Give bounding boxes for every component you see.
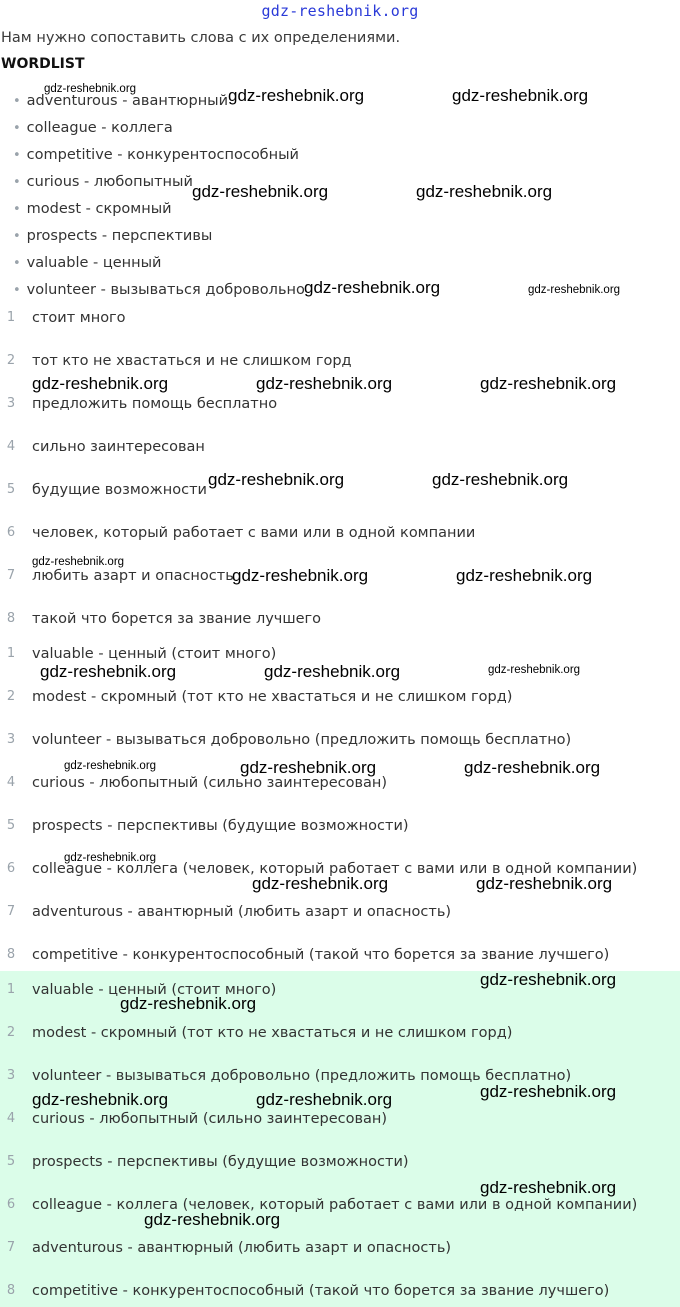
- bullet-icon: •: [13, 202, 21, 217]
- answer-number: 1: [6, 982, 16, 997]
- wordlist-item: [13, 117, 173, 139]
- watermark: gdz-reshebnik.org: [192, 182, 329, 201]
- answer-text: prospects - перспективы (будущие возможности): [32, 1154, 409, 1170]
- watermark: gdz-reshebnik.org: [208, 470, 345, 489]
- definition-text: будущие возможности: [32, 482, 207, 498]
- watermark: gdz-reshebnik.org: [40, 662, 177, 681]
- bullet-icon: •: [13, 283, 21, 298]
- watermark: gdz-reshebnik.org: [32, 1090, 169, 1109]
- watermark: gdz-reshebnik.org: [480, 1082, 617, 1101]
- match-number: 1: [6, 646, 16, 661]
- definition-number: 2: [6, 353, 16, 368]
- answer-text: adventurous - авантюрный (любить азарт и опасность): [32, 1240, 452, 1256]
- wordlist-item: [13, 225, 212, 247]
- answer-number: 2: [6, 1025, 16, 1040]
- answer-number: 3: [6, 1068, 16, 1083]
- bullet-icon: •: [13, 229, 21, 244]
- watermark: gdz-reshebnik.org: [32, 374, 169, 393]
- watermark: gdz-reshebnik.org: [480, 970, 617, 989]
- answer-number: 4: [6, 1111, 16, 1126]
- match-number: 6: [6, 861, 16, 876]
- definition-text: человек, который работает с вами или в одной компании: [32, 525, 476, 541]
- answer-number: 6: [6, 1197, 16, 1212]
- answer-text: modest - скромный (тот кто не хвастаться и не слишком горд): [32, 1025, 513, 1041]
- definition-number: 5: [6, 482, 16, 497]
- answer-text: valuable - ценный (стоит много): [32, 982, 277, 998]
- watermark: gdz-reshebnik.org: [464, 758, 601, 777]
- watermark: gdz-reshebnik.org: [264, 662, 401, 681]
- wordlist-item: [13, 279, 305, 301]
- wordlist-item-text: competitive - конкурентоспособный: [26, 147, 299, 163]
- answer-text: curious - любопытный (сильно заинтересован): [32, 1111, 388, 1127]
- match-text: curious - любопытный (сильно заинтересован): [32, 775, 388, 791]
- match-row: [0, 685, 680, 709]
- wordlist-item-text: colleague - коллега: [26, 120, 173, 136]
- definition-number: 7: [6, 568, 16, 583]
- watermark: gdz-reshebnik.org: [488, 664, 581, 676]
- definition-number: 1: [6, 310, 16, 325]
- definition-row: [0, 521, 680, 545]
- wordlist-item: [13, 198, 172, 220]
- match-number: 3: [6, 732, 16, 747]
- answer-row: [0, 1236, 680, 1260]
- answer-row: [0, 1021, 680, 1045]
- match-text: volunteer - вызываться добровольно (предложить помощь бесплатно): [32, 732, 572, 748]
- wordlist-item-text: curious - любопытный: [26, 174, 193, 190]
- definition-text: любить азарт и опасность: [32, 568, 234, 584]
- answer-text: volunteer - вызываться добровольно (предложить помощь бесплатно): [32, 1068, 572, 1084]
- match-row: [0, 900, 680, 924]
- watermark: gdz-reshebnik.org: [232, 566, 369, 585]
- match-text: colleague - коллега (человек, который работает с вами или в одной компании): [32, 861, 638, 877]
- definition-text: такой что борется за звание лучшего: [32, 611, 322, 627]
- definition-row: [0, 306, 680, 330]
- answer-row: [0, 1150, 680, 1174]
- match-number: 2: [6, 689, 16, 704]
- match-number: 5: [6, 818, 16, 833]
- watermark: gdz-reshebnik.org: [528, 284, 621, 296]
- match-text: prospects - перспективы (будущие возможности): [32, 818, 409, 834]
- bullet-icon: •: [13, 121, 21, 136]
- answer-number: 5: [6, 1154, 16, 1169]
- watermark: gdz-reshebnik.org: [120, 994, 257, 1013]
- watermark: gdz-reshebnik.org: [432, 470, 569, 489]
- watermark: gdz-reshebnik.org: [480, 374, 617, 393]
- watermark: gdz-reshebnik.org: [44, 83, 137, 95]
- watermark: gdz-reshebnik.org: [252, 874, 389, 893]
- definition-number: 4: [6, 439, 16, 454]
- watermark: gdz-reshebnik.org: [64, 852, 157, 864]
- definition-number: 8: [6, 611, 16, 626]
- watermark: gdz-reshebnik.org: [228, 86, 365, 105]
- definition-number: 3: [6, 396, 16, 411]
- bullet-icon: •: [13, 148, 21, 163]
- watermark: gdz-reshebnik.org: [452, 86, 589, 105]
- watermark: gdz-reshebnik.org: [240, 758, 377, 777]
- header-watermark[interactable]: gdz-reshebnik.org: [261, 2, 419, 20]
- watermark: gdz-reshebnik.org: [64, 760, 157, 772]
- wordlist-item-text: modest - скромный: [26, 201, 172, 217]
- watermark: gdz-reshebnik.org: [256, 374, 393, 393]
- answer-row: [0, 1279, 680, 1303]
- watermark: gdz-reshebnik.org: [256, 1090, 393, 1109]
- wordlist-item: [13, 144, 299, 166]
- bullet-icon: •: [13, 175, 21, 190]
- answer-number: 7: [6, 1240, 16, 1255]
- match-number: 7: [6, 904, 16, 919]
- wordlist-item-text: adventurous - авантюрный: [26, 93, 229, 109]
- answer-row: [0, 1107, 680, 1131]
- match-number: 8: [6, 947, 16, 962]
- definition-row: [0, 349, 680, 373]
- match-number: 4: [6, 775, 16, 790]
- definition-text: тот кто не хвастаться и не слишком горд: [32, 353, 352, 369]
- definition-row: [0, 435, 680, 459]
- definition-row: [0, 392, 680, 416]
- answer-text: competitive - конкурентоспособный (такой что борется за звание лучшего): [32, 1283, 610, 1299]
- definition-row: [0, 607, 680, 631]
- intro-text: Нам нужно сопоставить слова с их определениями.: [1, 30, 401, 46]
- wordlist-title: WORDLIST: [1, 56, 85, 72]
- answer-number: 8: [6, 1283, 16, 1298]
- wordlist-item-text: valuable - ценный: [26, 255, 162, 271]
- wordlist-item-text: volunteer - вызываться добровольно: [26, 282, 305, 298]
- match-text: modest - скромный (тот кто не хвастаться и не слишком горд): [32, 689, 513, 705]
- match-text: adventurous - авантюрный (любить азарт и опасность): [32, 904, 452, 920]
- watermark: gdz-reshebnik.org: [456, 566, 593, 585]
- watermark: gdz-reshebnik.org: [476, 874, 613, 893]
- watermark: gdz-reshebnik.org: [480, 1178, 617, 1197]
- match-text: valuable - ценный (стоит много): [32, 646, 277, 662]
- match-row: [0, 728, 680, 752]
- match-text: competitive - конкурентоспособный (такой что борется за звание лучшего): [32, 947, 610, 963]
- answer-text: colleague - коллега (человек, который работает с вами или в одной компании): [32, 1197, 638, 1213]
- definition-number: 6: [6, 525, 16, 540]
- wordlist-item: [13, 252, 161, 274]
- watermark: gdz-reshebnik.org: [416, 182, 553, 201]
- wordlist-item-text: prospects - перспективы: [26, 228, 213, 244]
- bullet-icon: •: [13, 256, 21, 271]
- watermark: gdz-reshebnik.org: [32, 556, 125, 568]
- match-row: [0, 814, 680, 838]
- bullet-icon: •: [13, 94, 21, 109]
- definition-text: стоит много: [32, 310, 126, 326]
- definition-text: предложить помощь бесплатно: [32, 396, 278, 412]
- match-row: [0, 943, 680, 967]
- watermark: gdz-reshebnik.org: [144, 1210, 281, 1229]
- watermark: gdz-reshebnik.org: [304, 278, 441, 297]
- definition-text: сильно заинтересован: [32, 439, 205, 455]
- wordlist-item: [13, 171, 193, 193]
